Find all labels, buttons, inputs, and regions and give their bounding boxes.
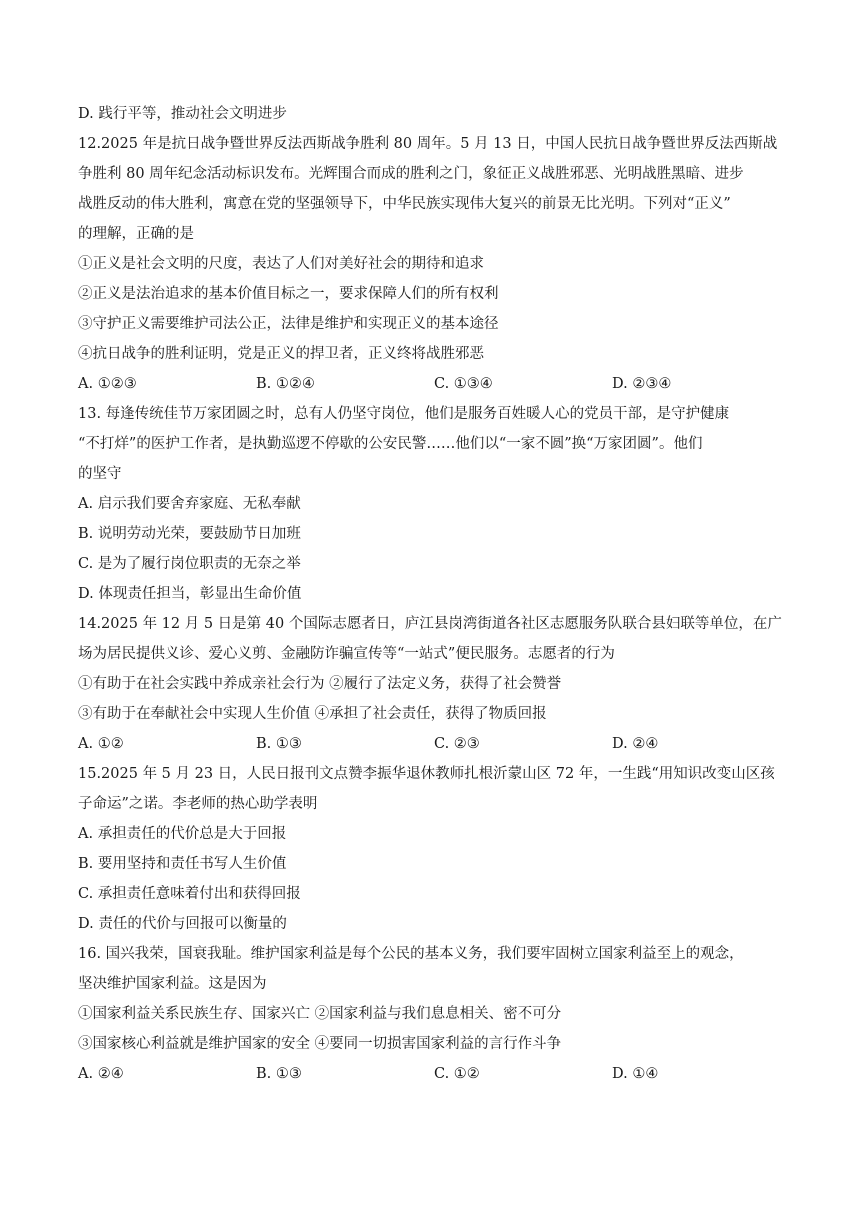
q12-item: ②正义是法治追求的基本价值目标之一，要求保障人们的所有权利 [78, 286, 499, 302]
q14-item: ①有助于在社会实践中养成亲社会行为 ②履行了法定义务，获得了社会赞誉 [78, 676, 562, 692]
q16-item: ③国家核心利益就是维护国家的安全 ④要同一切损害国家利益的言行作斗争 [78, 1036, 562, 1052]
q12-options [78, 374, 818, 394]
q13-option-b: B. 说明劳动光荣，要鼓励节日加班 [78, 526, 301, 542]
q14-options [78, 734, 818, 754]
q13-stem-line: 13. 每逢传统佳节万家团圆之时，总有人仍坚守岗位，他们是服务百姓暖人心的党员干部，是守护健康 [78, 406, 730, 422]
q13-option-a: A. 启示我们要舍弃家庭、无私奉献 [78, 496, 301, 512]
q12-option-c: C. ①③④ [434, 376, 493, 392]
q14-option-c: C. ②③ [434, 736, 480, 752]
q16-option-a: A. ②④ [78, 1066, 124, 1082]
q14-item: ③有助于在奉献社会中实现人生价值 ④承担了社会责任，获得了物质回报 [78, 706, 547, 722]
q16-stem-line: 坚决维护国家利益。这是因为 [78, 976, 267, 992]
q12-option-d: D. ②③④ [612, 376, 672, 392]
q14-option-a: A. ①② [78, 736, 124, 752]
q13-option-c: C. 是为了履行岗位职责的无奈之举 [78, 556, 301, 572]
q12-item: ①正义是社会文明的尺度，表达了人们对美好社会的期待和追求 [78, 256, 484, 272]
q12-stem-line: 的理解，正确的是 [78, 226, 194, 242]
q16-option-d: D. ①④ [612, 1066, 659, 1082]
q15-stem-line: 15.2025 年 5 月 23 日，人民日报刊文点赞李振华退休教师扎根沂蒙山区 72 年，一生践“用知识改变山区孩 [78, 766, 775, 782]
q16-option-c: C. ①② [434, 1066, 480, 1082]
q13-option-d: D. 体现责任担当，彰显出生命价值 [78, 586, 302, 602]
q15-option-c: C. 承担责任意味着付出和获得回报 [78, 886, 301, 902]
q12-stem-line: 12.2025 年是抗日战争暨世界反法西斯战争胜利 80 周年。5 月 13 日，中国人民抗日战争暨世界反法西斯战 [78, 136, 778, 152]
q14-option-d: D. ②④ [612, 736, 659, 752]
q12-option-b: B. ①②④ [256, 376, 315, 392]
q12-stem-line: 争胜利 80 周年纪念活动标识发布。光辉围合而成的胜利之门，象征正义战胜邪恶、光明战胜黑暗、进步 [78, 166, 744, 182]
q14-stem-line: 场为居民提供义诊、爱心义剪、金融防诈骗宣传等“一站式”便民服务。志愿者的行为 [78, 646, 615, 662]
q14-option-b: B. ①③ [256, 736, 302, 752]
q16-item: ①国家利益关系民族生存、国家兴亡 ②国家利益与我们息息相关、密不可分 [78, 1006, 562, 1022]
q15-option-a: A. 承担责任的代价总是大于回报 [78, 826, 287, 842]
q15-option-b: B. 要用坚持和责任书写人生价值 [78, 856, 287, 872]
q12-stem-line: 战胜反动的伟大胜利，寓意在党的坚强领导下，中华民族实现伟大复兴的前景无比光明。下列对“正义” [78, 196, 731, 212]
q12-item: ③守护正义需要维护司法公正，法律是维护和实现正义的基本途径 [78, 316, 499, 332]
q12-item: ④抗日战争的胜利证明，党是正义的捍卫者，正义终将战胜邪恶 [78, 346, 484, 362]
q14-stem-line: 14.2025 年 12 月 5 日是第 40 个国际志愿者日，庐江县岗湾街道各社区志愿服务队联合县妇联等单位，在广 [78, 616, 782, 632]
q11-option-d: D. 践行平等，推动社会文明进步 [78, 106, 287, 122]
q16-stem-line: 16. 国兴我荣，国衰我耻。维护国家利益是每个公民的基本义务，我们要牢固树立国家利益至上的观念， [78, 946, 744, 962]
q13-stem-line: 的坚守 [78, 466, 122, 482]
q13-stem-line: “不打烊”的医护工作者，是执勤巡逻不停歇的公安民警……他们以“一家不圆”换“万家团圆”。他们 [78, 436, 703, 452]
q15-stem-line: 子命运”之诺。李老师的热心助学表明 [78, 796, 318, 812]
q16-option-b: B. ①③ [256, 1066, 302, 1082]
q15-option-d: D. 责任的代价与回报可以衡量的 [78, 916, 287, 932]
q16-options [78, 1064, 818, 1084]
q12-option-a: A. ①②③ [78, 376, 137, 392]
